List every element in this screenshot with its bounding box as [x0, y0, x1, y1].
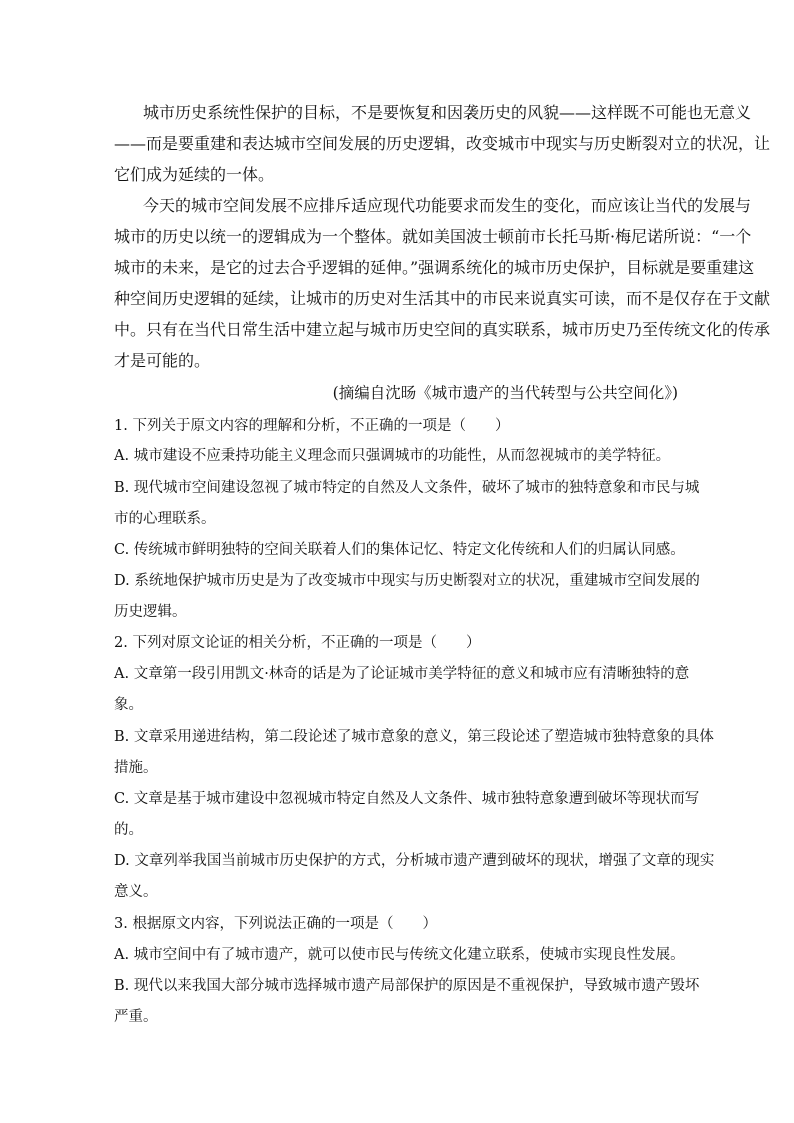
question-stem: 1. 下列关于原文内容的理解和分析，不正确的一项是（ ） [114, 418, 510, 434]
option-b-cont: 严重。 [114, 1009, 158, 1025]
option-b: B. 现代城市空间建设忽视了城市特定的自然及人文条件，破坏了城市的独特意象和市民与城 [114, 480, 700, 496]
paragraph-line: 城市历史系统性保护的目标，不是要恢复和因袭历史的风貌——这样既不可能也无意义 [143, 103, 752, 122]
option-d-cont: 历史逻辑。 [114, 604, 187, 620]
option-a: A. 城市空间中有了城市遗产，就可以使市民与传统文化建立联系，使城市实现良性发展。 [114, 947, 685, 963]
question-stem: 3. 根据原文内容，下列说法正确的一项是（ ） [114, 916, 437, 932]
option-b-cont: 措施。 [114, 760, 158, 776]
option-d: D. 系统地保护城市历史是为了改变城市中现实与历史断裂对立的状况，重建城市空间发展的 [114, 573, 700, 589]
paragraph-line: 才是可能的。 [114, 351, 211, 370]
paragraph-line: ——而是要重建和表达城市空间发展的历史逻辑，改变城市中现实与历史断裂对立的状况，让 [114, 134, 771, 153]
option-c: C. 文章是基于城市建设中忽视城市特定自然及人文条件、城市独特意象遭到破坏等现状而写 [114, 791, 700, 807]
option-a: A. 文章第一段引用凯文·林奇的话是为了论证城市美学特征的意义和城市应有清晰独特的意 [114, 666, 690, 682]
question-stem: 2. 下列对原文论证的相关分析，不正确的一项是（ ） [114, 635, 481, 651]
paragraph-line: 城市的未来，是它的过去合乎逻辑的延伸。”强调系统化的城市历史保护，目标就是要重建这 [114, 258, 755, 277]
option-a-cont: 象。 [114, 697, 143, 713]
option-b: B. 现代以来我国大部分城市选择城市遗产局部保护的原因是不重视保护，导致城市遗产毁坏 [114, 978, 700, 994]
source-citation: (摘编自沈旸《城市遗产的当代转型与公共空间化》) [332, 384, 678, 402]
option-a: A. 城市建设不应秉持功能主义理念而只强调城市的功能性，从而忽视城市的美学特征。 [114, 448, 671, 464]
option-b: B. 文章采用递进结构，第二段论述了城市意象的意义，第三段论述了塑造城市独特意象的具体 [114, 729, 714, 745]
paragraph-line: 城市的历史以统一的逻辑成为一个整体。就如美国波士顿前市长托马斯·梅尼诺所说：“一个 [114, 227, 752, 246]
option-c: C. 传统城市鲜明独特的空间关联着人们的集体记忆、特定文化传统和人们的归属认同感。 [114, 542, 685, 558]
option-d-cont: 意义。 [114, 884, 158, 900]
paragraph-line: 今天的城市空间发展不应排斥适应现代功能要求而发生的变化，而应该让当代的发展与 [143, 196, 752, 215]
option-b-cont: 市的心理联系。 [114, 511, 216, 527]
paragraph-line: 中。只有在当代日常生活中建立起与城市历史空间的真实联系，城市历史乃至传统文化的传承 [114, 320, 771, 339]
option-c-cont: 的。 [114, 822, 143, 838]
option-d: D. 文章列举我国当前城市历史保护的方式，分析城市遗产遭到破坏的现状，增强了文章的现实 [114, 853, 715, 869]
paragraph-line: 种空间历史逻辑的延续，让城市的历史对生活其中的市民来说真实可读，而不是仅存在于文献 [114, 289, 771, 308]
paragraph-line: 它们成为延续的一体。 [114, 165, 275, 184]
